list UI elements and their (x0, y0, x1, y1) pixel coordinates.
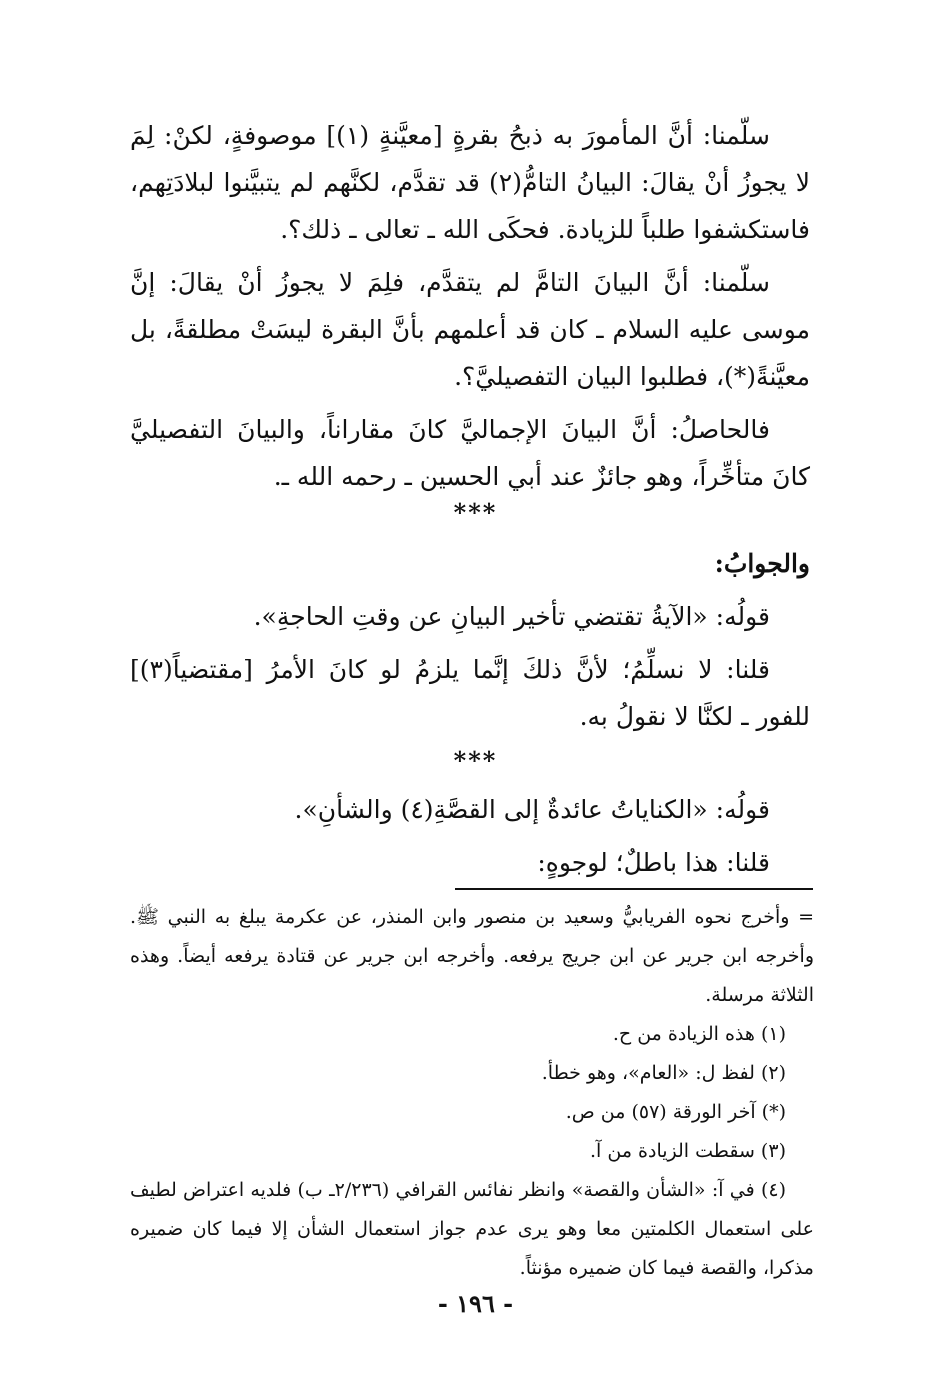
paragraph-2: سلّمنا: أنَّ البيانَ التامَّ لم يتقدَّم، فلِمَ لا يجوزُ أنْ يقالَ: إنَّ موسى عليه السلام ـ كان قد أعلمهم بأنَّ البقرة ليسَتْ مطلقةً، بل معيَّنةً(*)، فطلبوا البيان التفصيليَّ؟. (130, 268, 810, 391)
paragraph-1: سلّمنا: أنَّ المأمورَ به ذبحُ بقرةٍ [معيَّنةٍ (١)] موصوفةٍ، لكنْ: لِمَ لا يجوزُ أنْ يقالَ: البيانُ التامُّ(٢) قد تقدَّم، لكنَّهم لم يتبيَّنوا لبلادَتِهم، فاستكشفوا طلباً للزيادة. فحكَى الله ـ تعالى ـ ذلك؟. (130, 121, 810, 244)
page-number: - ١٩٦ - (437, 1289, 514, 1318)
footnote-3: (٣) سقطت الزيادة من آ. (590, 1140, 786, 1162)
footnote-star: (*) آخر الورقة (٥٧) من ص. (565, 1101, 786, 1123)
footnote-continuation: = وأخرج نحوه الفريابيُّ وسعيد بن منصور وابن المنذر، عن عكرمة يبلغ به النبي ﷺ. وأخرجه ابن جرير عن ابن جريج يرفعه. وأخرجه ابن جرير عن قتادة يرفعه أيضاً. وهذه الثلاثة مرسلة. (130, 906, 814, 1006)
reply-2: قلنا: هذا باطلٌ؛ لوجوهٍ: (537, 848, 770, 877)
section-separator-2: *** (453, 746, 498, 775)
quote-2: قولُه: «الكناياتُ عائدةٌ إلى القصَّةِ(٤) والشأنِ». (294, 795, 770, 824)
footnote-4: (٤) في آ: «الشأن والقصة» وانظر نفائس القرافي (٢/٢٣٦ـ ب) فلديه اعتراض لطيف على استعمال الكلمتين معا وهو يرى عدم جواز استعمال الشأن إلا فيما كان ضميره مذكرا، والقصة فيما كان ضميره مؤنثاً. (130, 1179, 814, 1279)
footnote-2: (٢) لفظ ل: «العام»، وهو خطأ. (541, 1062, 786, 1084)
footnotes (130, 898, 814, 1288)
answer-section (130, 540, 810, 746)
paragraph-3: فالحاصلُ: أنَّ البيانَ الإجماليَّ كانَ مقاراناً، والبيانَ التفصيليَّ كانَ متأخِّراً، وهو جائزٌ عند أبي الحسين ـ رحمه الله ـ. (130, 415, 810, 491)
footnote-1: (١) هذه الزيادة من ح. (612, 1023, 786, 1045)
reply-1: قلنا: لا نسلِّمُ؛ لأنَّ ذلكَ إنَّما يلزمُ لو كانَ الأمرُ [مقتضياً(٣)] للفور ـ لكنَّا لا نقولُ به. (130, 655, 810, 731)
footnote-divider (455, 888, 813, 890)
section-separator-1: *** (453, 498, 498, 527)
answer-heading: والجوابُ: (714, 549, 810, 578)
main-text (130, 112, 810, 506)
objection-section (130, 786, 810, 892)
quote-1: قولُه: «الآيةُ تقتضي تأخير البيانِ عن وقتِ الحاجةِ». (253, 602, 770, 631)
